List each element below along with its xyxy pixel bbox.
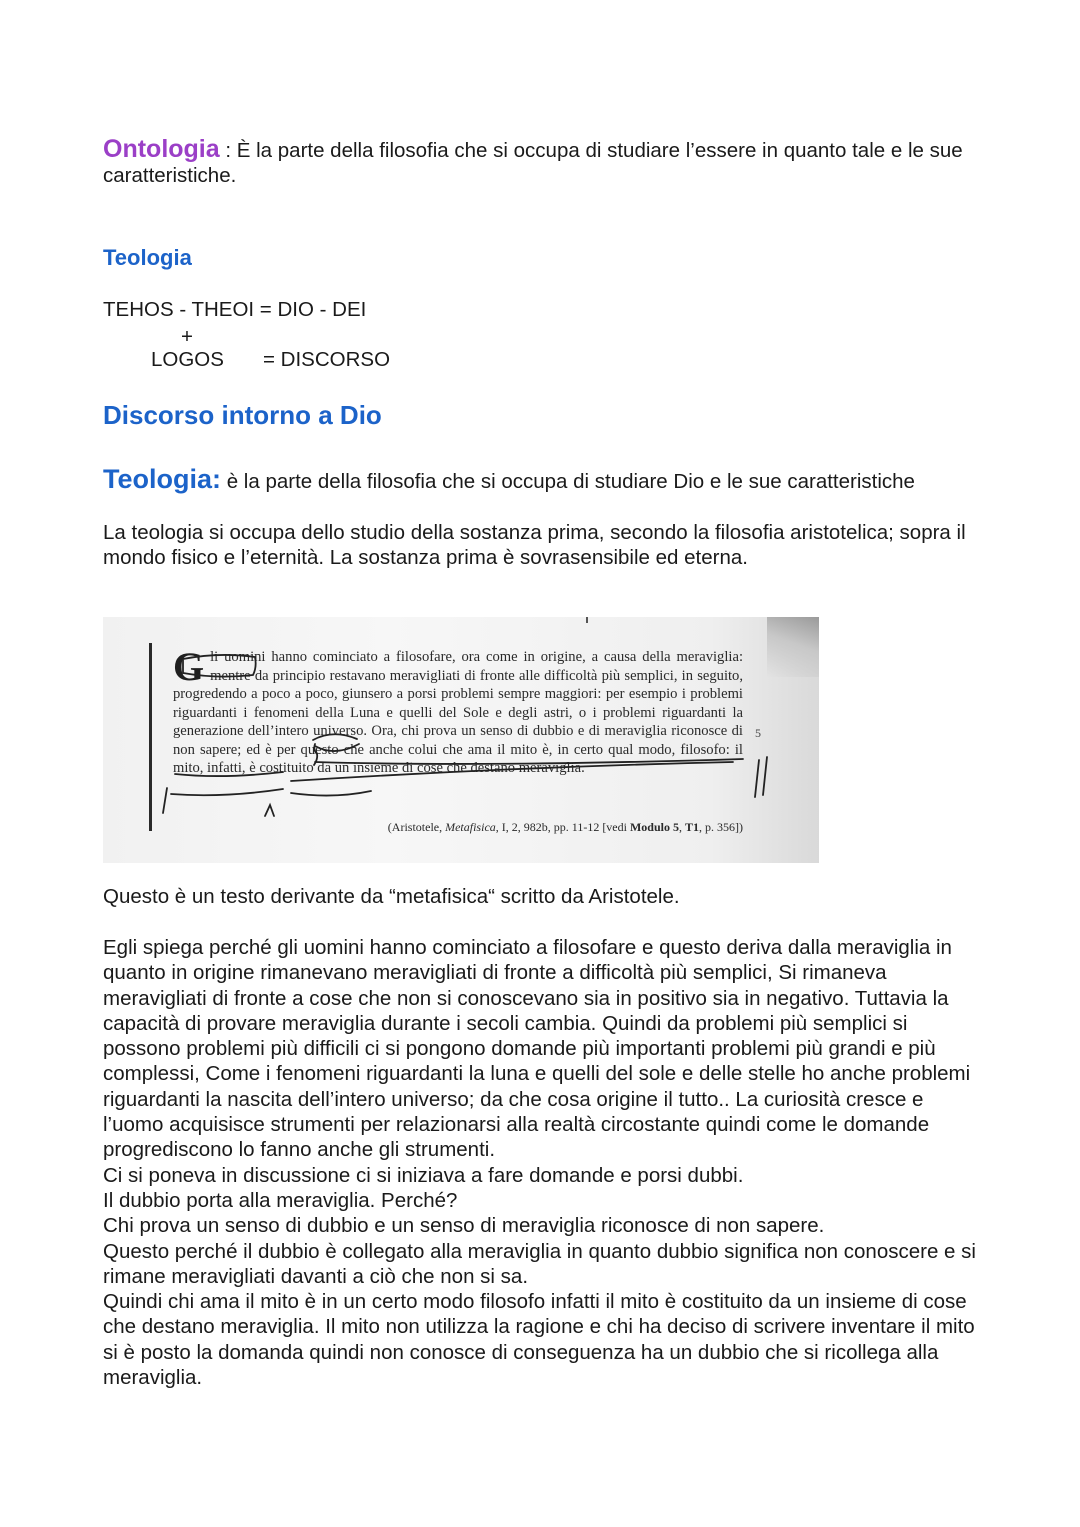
etymology-meaning2: = DISCORSO	[263, 348, 391, 371]
scanned-excerpt	[103, 617, 819, 863]
body-p4: Il dubbio porta alla meraviglia. Perché?	[103, 1188, 458, 1212]
teologia-def-text: è la parte della filosofia che si occupa di studiare Dio e le sue caratteristiche	[221, 470, 915, 493]
excerpt-citation: (Aristotele, Metafisica, I, 2, 982b, pp. 11-12 [vedi Modulo 5, T1, p. 356])	[387, 820, 743, 834]
underline-mito-infatti	[291, 791, 371, 796]
excerpt-dropcap: G	[173, 644, 205, 689]
body-text	[103, 935, 983, 1390]
body-p2: Egli spiega perché gli uomini hanno cominciato a filosofare e questo deriva dalla meraviglia in quanto in origine rimanevano meravigliati di fronte a difficoltà più semplici, Si rimaneva meravigliati di fronte a cose che non si conoscevano sia in positivo sia in negativo. Tuttavia la capacità di provare meraviglia durante i secoli cambia. Quindi da problemi più semplici si possono problemi più difficili ci si pongono domande più importanti problemi più grandi e più complessi, Come i fenomeni riguardanti la luna e quelli del sole e delle stelle ho anche problemi riguardanti la nascita dell’intero universo; da che cosa origine il tutto.. La curiosità cresce e l’uomo acquisisce strumenti per relazionarsi alla realtà circostante quindi come le domande progrediscono lo fanno anche gli strumenti.	[103, 936, 971, 1162]
body-p7: Quindi chi ama il mito è in un certo modo filosofo infatti il mito è costituito da un insieme di cose che destano meraviglia. Il mito non utilizza la ragione e chi ha deciso di scrivere inventare il mito si è posto la domanda quindi non conosce di conseguenza ha un dubbio che si ricollega alla meraviglia.	[103, 1290, 975, 1390]
circle-meraviglia	[183, 655, 256, 677]
ontologia-definition	[103, 137, 983, 189]
body-p3: Ci si poneva in discussione ci si iniziava a fare domande e porsi dubbi.	[103, 1163, 744, 1187]
teologia-definition	[103, 463, 983, 498]
intro-paragraph: La teologia si occupa dello studio della sostanza prima, secondo la filosofia aristotelica; sopra il mondo fisico e l’eternità. La sostanza prima è sovrasensibile ed eterna.	[103, 521, 966, 570]
caret-mark	[265, 805, 274, 816]
underline-ama-mito	[291, 762, 733, 781]
body-p1: Questo è un testo derivante da “metafisica“ scritto da Aristotele.	[103, 885, 680, 908]
underline-filosofo	[171, 789, 283, 795]
body-p6: Questo perché il dubbio è collegato alla meraviglia in quanto dubbio significa non conoscere e si rimane meravigliati davanti a ciò che non si sa.	[103, 1239, 976, 1288]
teologia-heading: Teologia	[103, 245, 192, 270]
etymology-word2: LOGOS	[151, 348, 224, 371]
ontologia-text: : È la parte della filosofia che si occupa di studiare l’essere in quanto tale e le sue caratteristiche.	[103, 139, 963, 188]
margin-mark-1	[755, 760, 759, 797]
teologia-def-term: Teologia:	[103, 464, 221, 494]
arc-sole	[313, 734, 357, 740]
excerpt-body: li uomini hanno cominciato a filosofare, ora come in origine, a causa della meraviglia: mentre da principio restavano meravigliati di fronte alle difficoltà più semplici, in seguito, progredendo a poco a poco, giunsero a porsi problemi sempre maggiori: per esempio i problemi riguardanti i fenomeni della Luna e quelli del Sole e degli astri, o i problemi riguardanti la generazione dell’intero universo. Ora, chi prova un senso di dubbio e di meraviglia riconosce di non sapere; ed è per questo che anche colui che ama il mito è, in certo qual modo, filosofo: il mito, infatti, è costituito da un insieme di cose che destano meraviglia.	[173, 649, 743, 776]
excerpt-line-number: 5	[755, 726, 761, 740]
etymology-line1: TEHOS - THEOI = DIO - DEI	[103, 298, 367, 321]
underline-sole	[315, 744, 359, 751]
dio-heading: Discorso intorno a Dio	[103, 400, 382, 430]
ontologia-term: Ontologia	[103, 135, 220, 163]
underline-non-sapere	[175, 772, 283, 776]
bracket-left	[163, 788, 167, 813]
etymology-plus: +	[181, 325, 193, 348]
body-p5: Chi prova un senso di dubbio e un senso di meraviglia riconosce di non sapere.	[103, 1214, 825, 1238]
margin-mark-2	[763, 757, 767, 795]
